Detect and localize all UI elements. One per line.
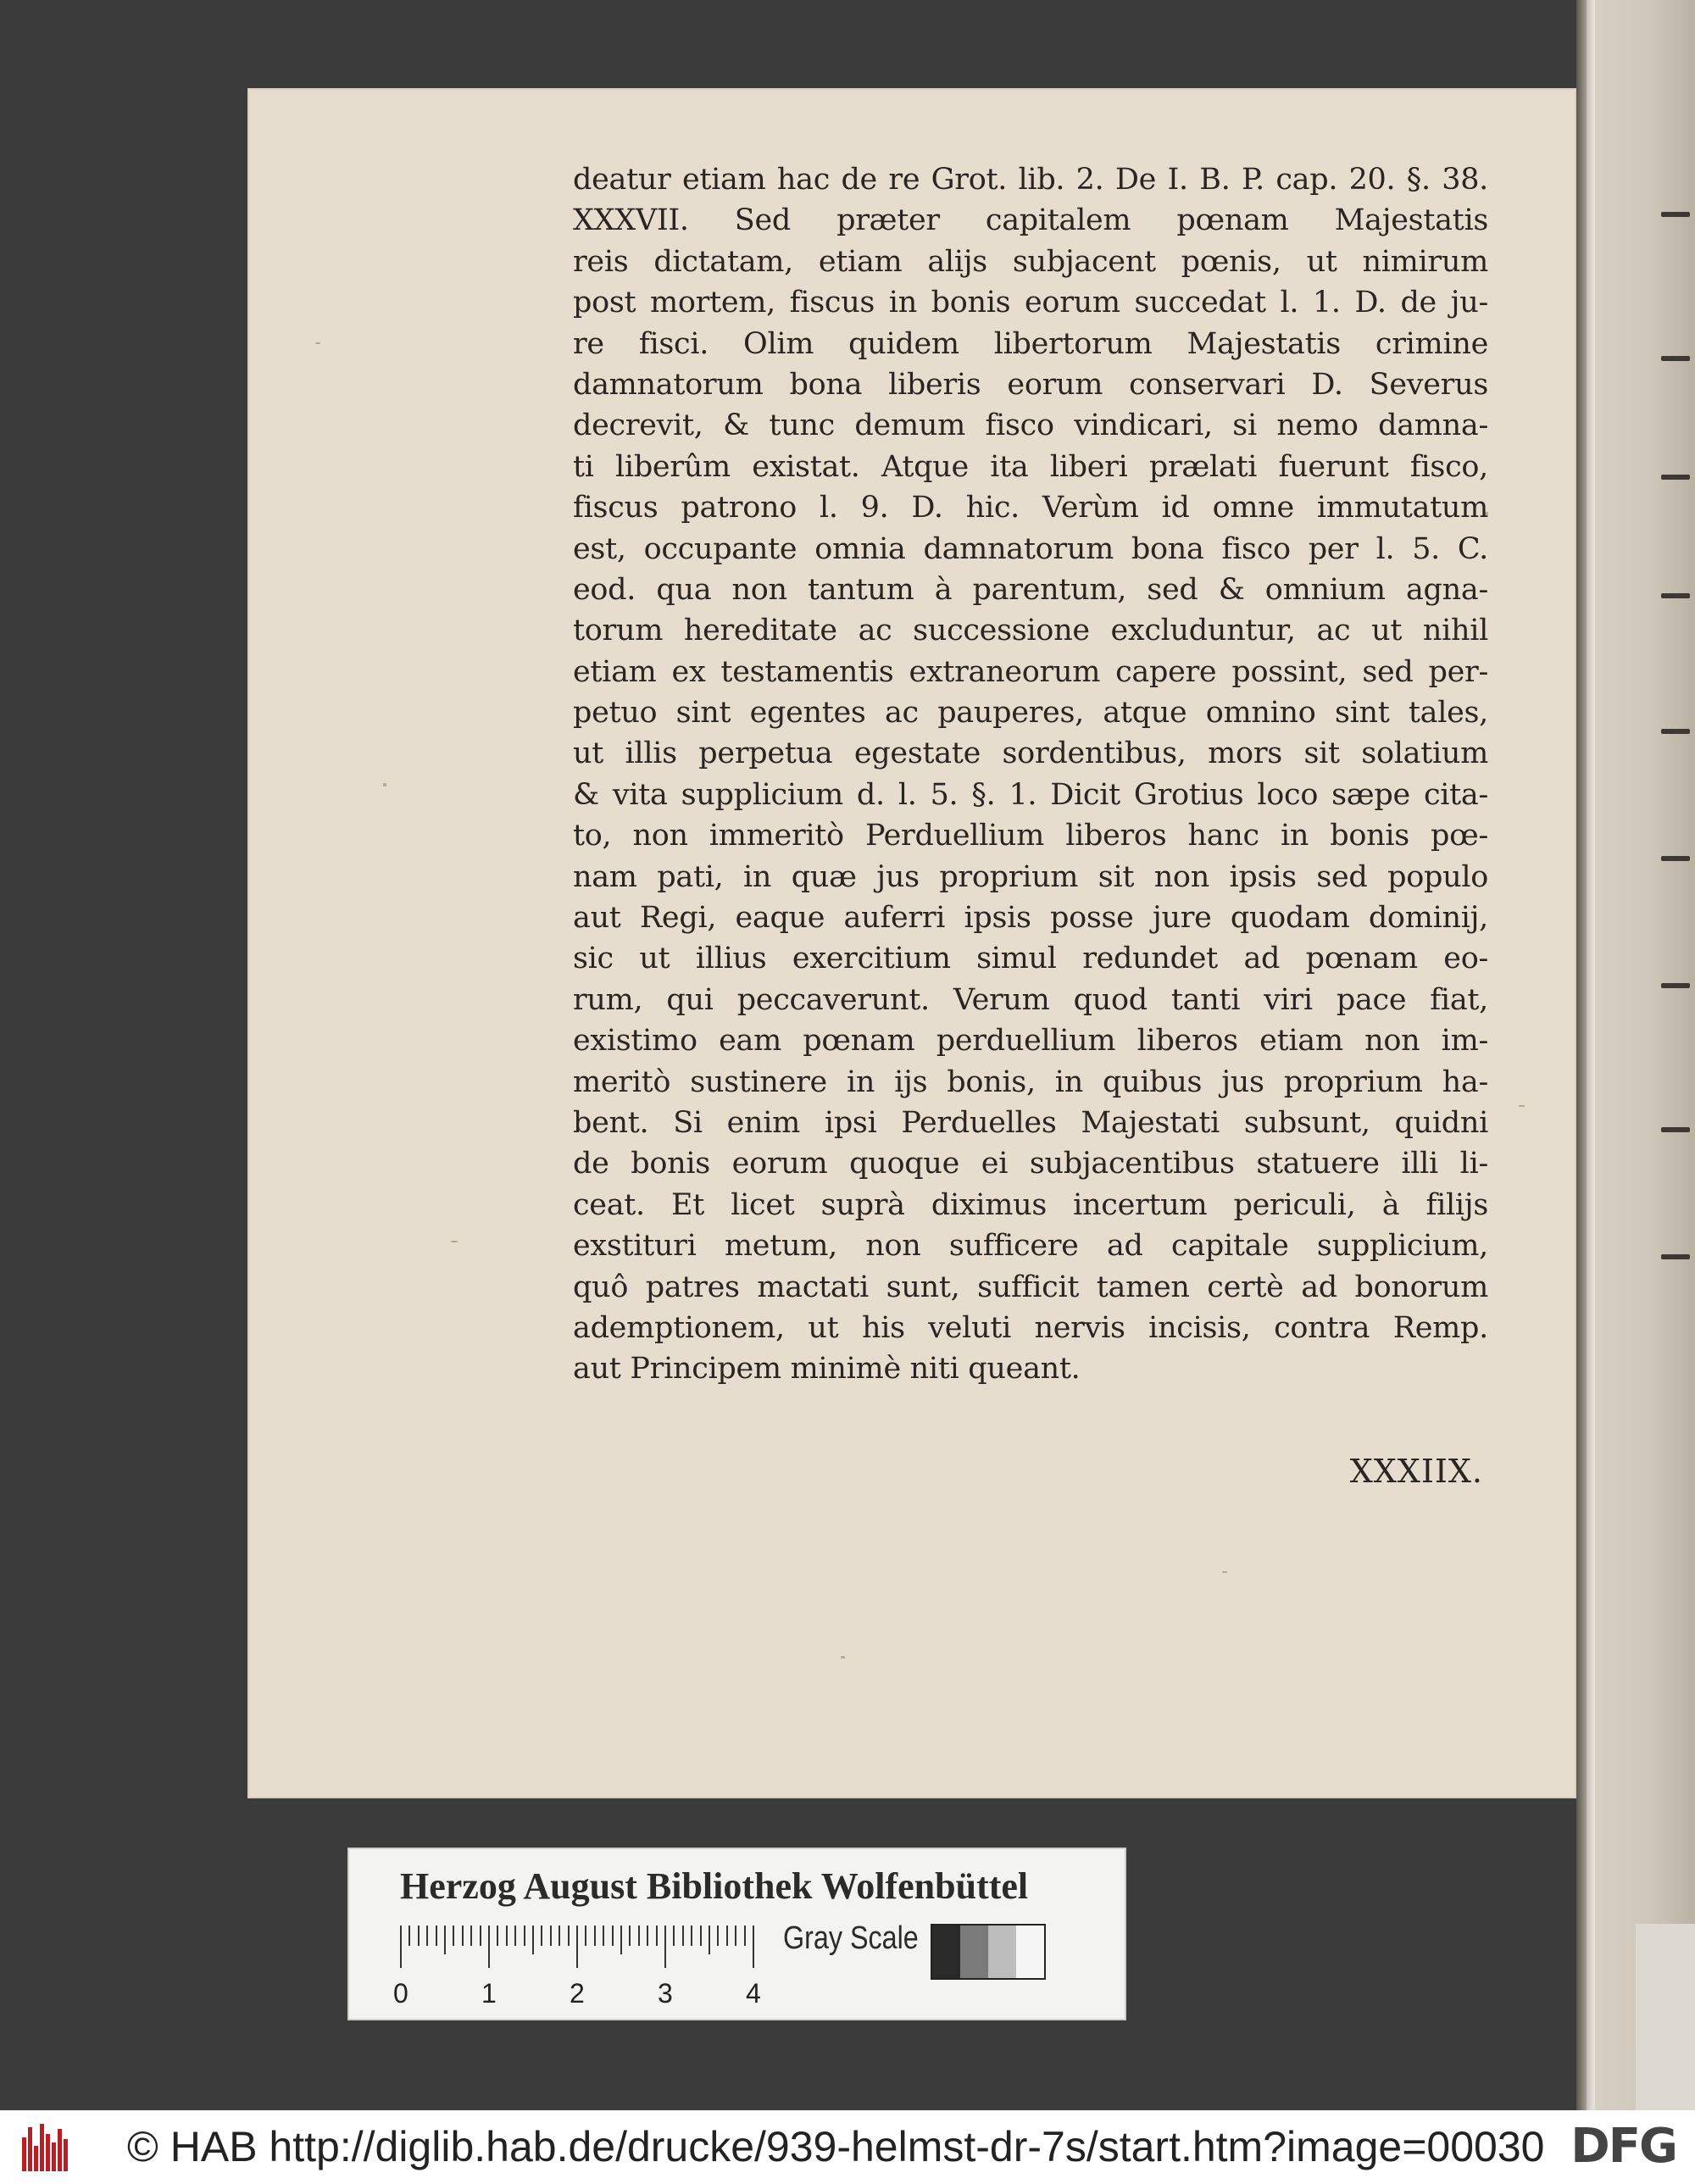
library-name: Herzog August Bibliothek Wolfenbüttel: [400, 1865, 1029, 1907]
text-line-content: XXXVII. Sed præter capitalem pœnam Majestatis: [573, 203, 1488, 238]
ruler-digit: 2: [570, 1978, 585, 2009]
text-line-content: etiam ex testamentis extraneorum capere possint, sed per-: [573, 654, 1488, 689]
ruler-tick: [470, 1926, 472, 1946]
text-line: [573, 1308, 1488, 1348]
adjacent-text-fragment: [1661, 729, 1690, 734]
adjacent-text-fragment: [1661, 1127, 1690, 1132]
text-line: [573, 980, 1488, 1020]
text-line-content: ademptionem, ut his veluti nervis incisis, contra Remp.: [573, 1310, 1488, 1345]
text-line: [573, 1267, 1488, 1308]
gray-scale-patch: [988, 1926, 1016, 1978]
text-line-content: torum hereditate ac successione excluduntur, ac ut nihil: [573, 614, 1488, 648]
text-line: [573, 938, 1488, 979]
ruler-tick: [629, 1926, 631, 1946]
ruler-tick: [514, 1926, 516, 1946]
dfg-logo: DFG: [1570, 2119, 1676, 2174]
gray-scale-patch: [960, 1926, 988, 1978]
ruler-tick: [480, 1926, 481, 1946]
ruler-tick: [418, 1926, 420, 1946]
text-line-content: existimo eam pœnam perduellium liberos etiam non im-: [573, 1024, 1488, 1059]
text-line-content: ut illis perpetua egestate sordentibus, mors sit solatium: [573, 736, 1488, 771]
ruler-tick: [559, 1926, 560, 1946]
text-line-content: ti liberûm existat. Atque ita liberi prælati fuerunt fisco,: [573, 449, 1488, 484]
ruler-tick: [691, 1926, 692, 1946]
text-line: [573, 364, 1488, 405]
adjacent-text-fragment: [1661, 983, 1690, 988]
logo-bar: [52, 2142, 56, 2171]
paper-speck: [383, 783, 386, 786]
adjacent-label-card: [1636, 1924, 1695, 2110]
gray-scale-label: Gray Scale: [783, 1920, 919, 1956]
ruler-tick: [568, 1926, 570, 1946]
text-line-content: deatur etiam hac de re Grot. lib. 2. De I. B. P. cap. 20. §. 38.: [573, 163, 1488, 197]
text-line: [573, 570, 1488, 610]
scale-ruler: [393, 1926, 773, 2009]
ruler-tick: [550, 1926, 552, 1946]
catchword: XXXIIX.: [1349, 1453, 1483, 1490]
ruler-digit: 0: [393, 1978, 408, 2009]
ruler-tick: [426, 1926, 428, 1946]
ruler-tick: [585, 1926, 586, 1946]
text-line: [573, 775, 1488, 815]
text-line-content: meritò sustinere in ijs bonis, in quibus jus proprium ha-: [573, 1064, 1488, 1099]
text-line: [573, 610, 1488, 651]
text-line-content: petuo sint egentes ac pauperes, atque omnino sint tales,: [573, 696, 1488, 731]
text-line-content: nam pati, in quæ jus proprium sit non ipsis sed populo: [573, 859, 1488, 894]
ruler-tick: [462, 1926, 464, 1946]
adjacent-text-fragment: [1661, 1254, 1690, 1259]
gray-scale-swatch: [931, 1924, 1046, 1980]
ruler-tick: [436, 1926, 437, 1946]
text-line-content: reis dictatam, etiam alijs subjacent pœnis, ut nimirum: [573, 244, 1488, 279]
logo-bar: [34, 2146, 38, 2171]
logo-bar: [58, 2129, 62, 2171]
text-line-content: fiscus patrono l. 9. D. hic. Verùm id omne immutatum: [573, 491, 1488, 525]
adjacent-page-edge: [1576, 0, 1695, 2110]
library-label-card: [347, 1848, 1126, 2020]
text-line: [573, 405, 1488, 446]
ruler-tick: [612, 1926, 614, 1946]
adjacent-text-fragment: [1661, 475, 1690, 480]
gray-scale-patch: [932, 1926, 960, 1978]
text-line-content: & vita supplicium d. l. 5. §. 1. Dicit Grotius loco sæpe cita-: [573, 777, 1488, 812]
ruler-digit: 3: [658, 1978, 673, 2009]
text-line-content: rum, qui peccaverunt. Verum quod tanti viri pace fiat,: [573, 982, 1488, 1017]
text-line-content: damnatorum bona liberis eorum conservari D. Severus: [573, 367, 1488, 402]
text-line: [573, 200, 1488, 241]
ruler-tick: [576, 1926, 578, 1968]
document-page: [247, 88, 1576, 1798]
text-line: [573, 692, 1488, 733]
text-line-content: aut Regi, eaque auferri ipsis posse jure quodam dominij,: [573, 901, 1488, 936]
text-line: [573, 1143, 1488, 1184]
text-line-content: de bonis eorum quoque ei subjacentibus statuere illi li-: [573, 1147, 1488, 1181]
ruler-tick: [753, 1926, 754, 1968]
adjacent-text-fragment: [1661, 593, 1690, 598]
text-line: [573, 1103, 1488, 1143]
footer-copyright-url[interactable]: © HAB http://diglib.hab.de/drucke/939-helmst-dr-7s/start.htm?image=00030: [127, 2123, 1545, 2170]
text-line: [573, 1185, 1488, 1225]
ruler-tick: [664, 1926, 666, 1968]
ruler-tick: [594, 1926, 596, 1946]
text-line: [573, 1020, 1488, 1061]
ruler-tick: [682, 1926, 684, 1946]
body-text: [573, 159, 1488, 1390]
text-line: [573, 815, 1488, 856]
hab-barcode-logo-icon: [22, 2124, 73, 2171]
paper-speck: [1222, 1571, 1227, 1573]
gray-scale-patch: [1016, 1926, 1044, 1978]
ruler-tick: [603, 1926, 604, 1946]
text-line-content: aut Principem minimè niti queant.: [573, 1352, 1081, 1387]
text-line-content: sic ut illius exercitium simul redundet ad pœnam eo-: [573, 942, 1488, 976]
paper-speck: [451, 1241, 458, 1242]
text-line-content: post mortem, fiscus in bonis eorum succedat l. 1. D. de ju-: [573, 286, 1488, 320]
adjacent-text-fragment: [1661, 356, 1690, 361]
text-line-content: ceat. Et licet suprà diximus incertum periculi, à filijs: [573, 1187, 1488, 1222]
ruler-tick: [453, 1926, 454, 1946]
logo-bar: [28, 2127, 32, 2171]
ruler-tick: [647, 1926, 648, 1946]
ruler-tick: [444, 1926, 446, 1954]
page-edge-glint: [1587, 0, 1595, 2110]
paper-speck: [1519, 1105, 1525, 1107]
ruler-tick: [541, 1926, 542, 1946]
text-line-content: to, non immeritò Perduellium liberos hanc in bonis pœ-: [573, 819, 1488, 853]
ruler-tick: [524, 1926, 525, 1946]
text-line-content: bent. Si enim ipsi Perduelles Majestati subsunt, quidni: [573, 1105, 1488, 1140]
text-line-content: est, occupante omnia damnatorum bona fisco per l. 5. C.: [573, 531, 1488, 566]
text-line: [573, 652, 1488, 692]
ruler-tick: [700, 1926, 702, 1946]
ruler-tick: [620, 1926, 622, 1954]
text-line: [573, 857, 1488, 897]
ruler-digit: 1: [481, 1978, 497, 2009]
ruler-tick: [506, 1926, 508, 1946]
text-line: [573, 282, 1488, 323]
ruler-tick: [400, 1926, 402, 1968]
ruler-tick: [735, 1926, 736, 1946]
logo-bar: [22, 2137, 26, 2171]
paper-speck: [315, 342, 320, 344]
ruler-tick: [408, 1926, 410, 1946]
text-line: [573, 487, 1488, 528]
ruler-tick: [726, 1926, 728, 1946]
text-line: [573, 897, 1488, 938]
logo-bar: [64, 2139, 68, 2171]
text-line: [573, 159, 1488, 200]
text-line: [573, 242, 1488, 282]
text-line: [573, 733, 1488, 774]
text-line-content: re fisci. Olim quidem libertorum Majestatis crimine: [573, 326, 1488, 361]
ruler-tick: [656, 1926, 658, 1946]
text-line: [573, 324, 1488, 364]
text-line: [573, 1225, 1488, 1266]
ruler-tick: [673, 1926, 675, 1946]
ruler-tick: [744, 1926, 746, 1946]
text-line-content: quô patres mactati sunt, sufficit tamen certè ad bonorum: [573, 1270, 1488, 1304]
text-line-content: exstituri metum, non sufficere ad capitale supplicium,: [573, 1229, 1488, 1264]
ruler-tick: [488, 1926, 490, 1968]
ruler-tick: [709, 1926, 710, 1954]
text-line: [573, 529, 1488, 570]
text-line: [573, 447, 1488, 487]
ruler-tick: [717, 1926, 719, 1946]
ruler-tick: [532, 1926, 534, 1954]
text-line-content: eod. qua non tantum à parentum, sed & omnium agna-: [573, 572, 1488, 607]
paper-speck: [841, 1656, 845, 1659]
ruler-tick: [497, 1926, 498, 1946]
ruler-tick: [638, 1926, 640, 1946]
text-line: [573, 1062, 1488, 1103]
footer-bar: [0, 2110, 1695, 2184]
ruler-digit: 4: [746, 1978, 761, 2009]
text-line-content: decrevit, & tunc demum fisco vindicari, si nemo damna-: [573, 408, 1488, 443]
adjacent-text-fragment: [1661, 856, 1690, 861]
adjacent-text-fragment: [1661, 212, 1690, 217]
logo-bar: [46, 2134, 50, 2171]
text-line: [573, 1348, 1488, 1389]
logo-bar: [40, 2124, 44, 2171]
